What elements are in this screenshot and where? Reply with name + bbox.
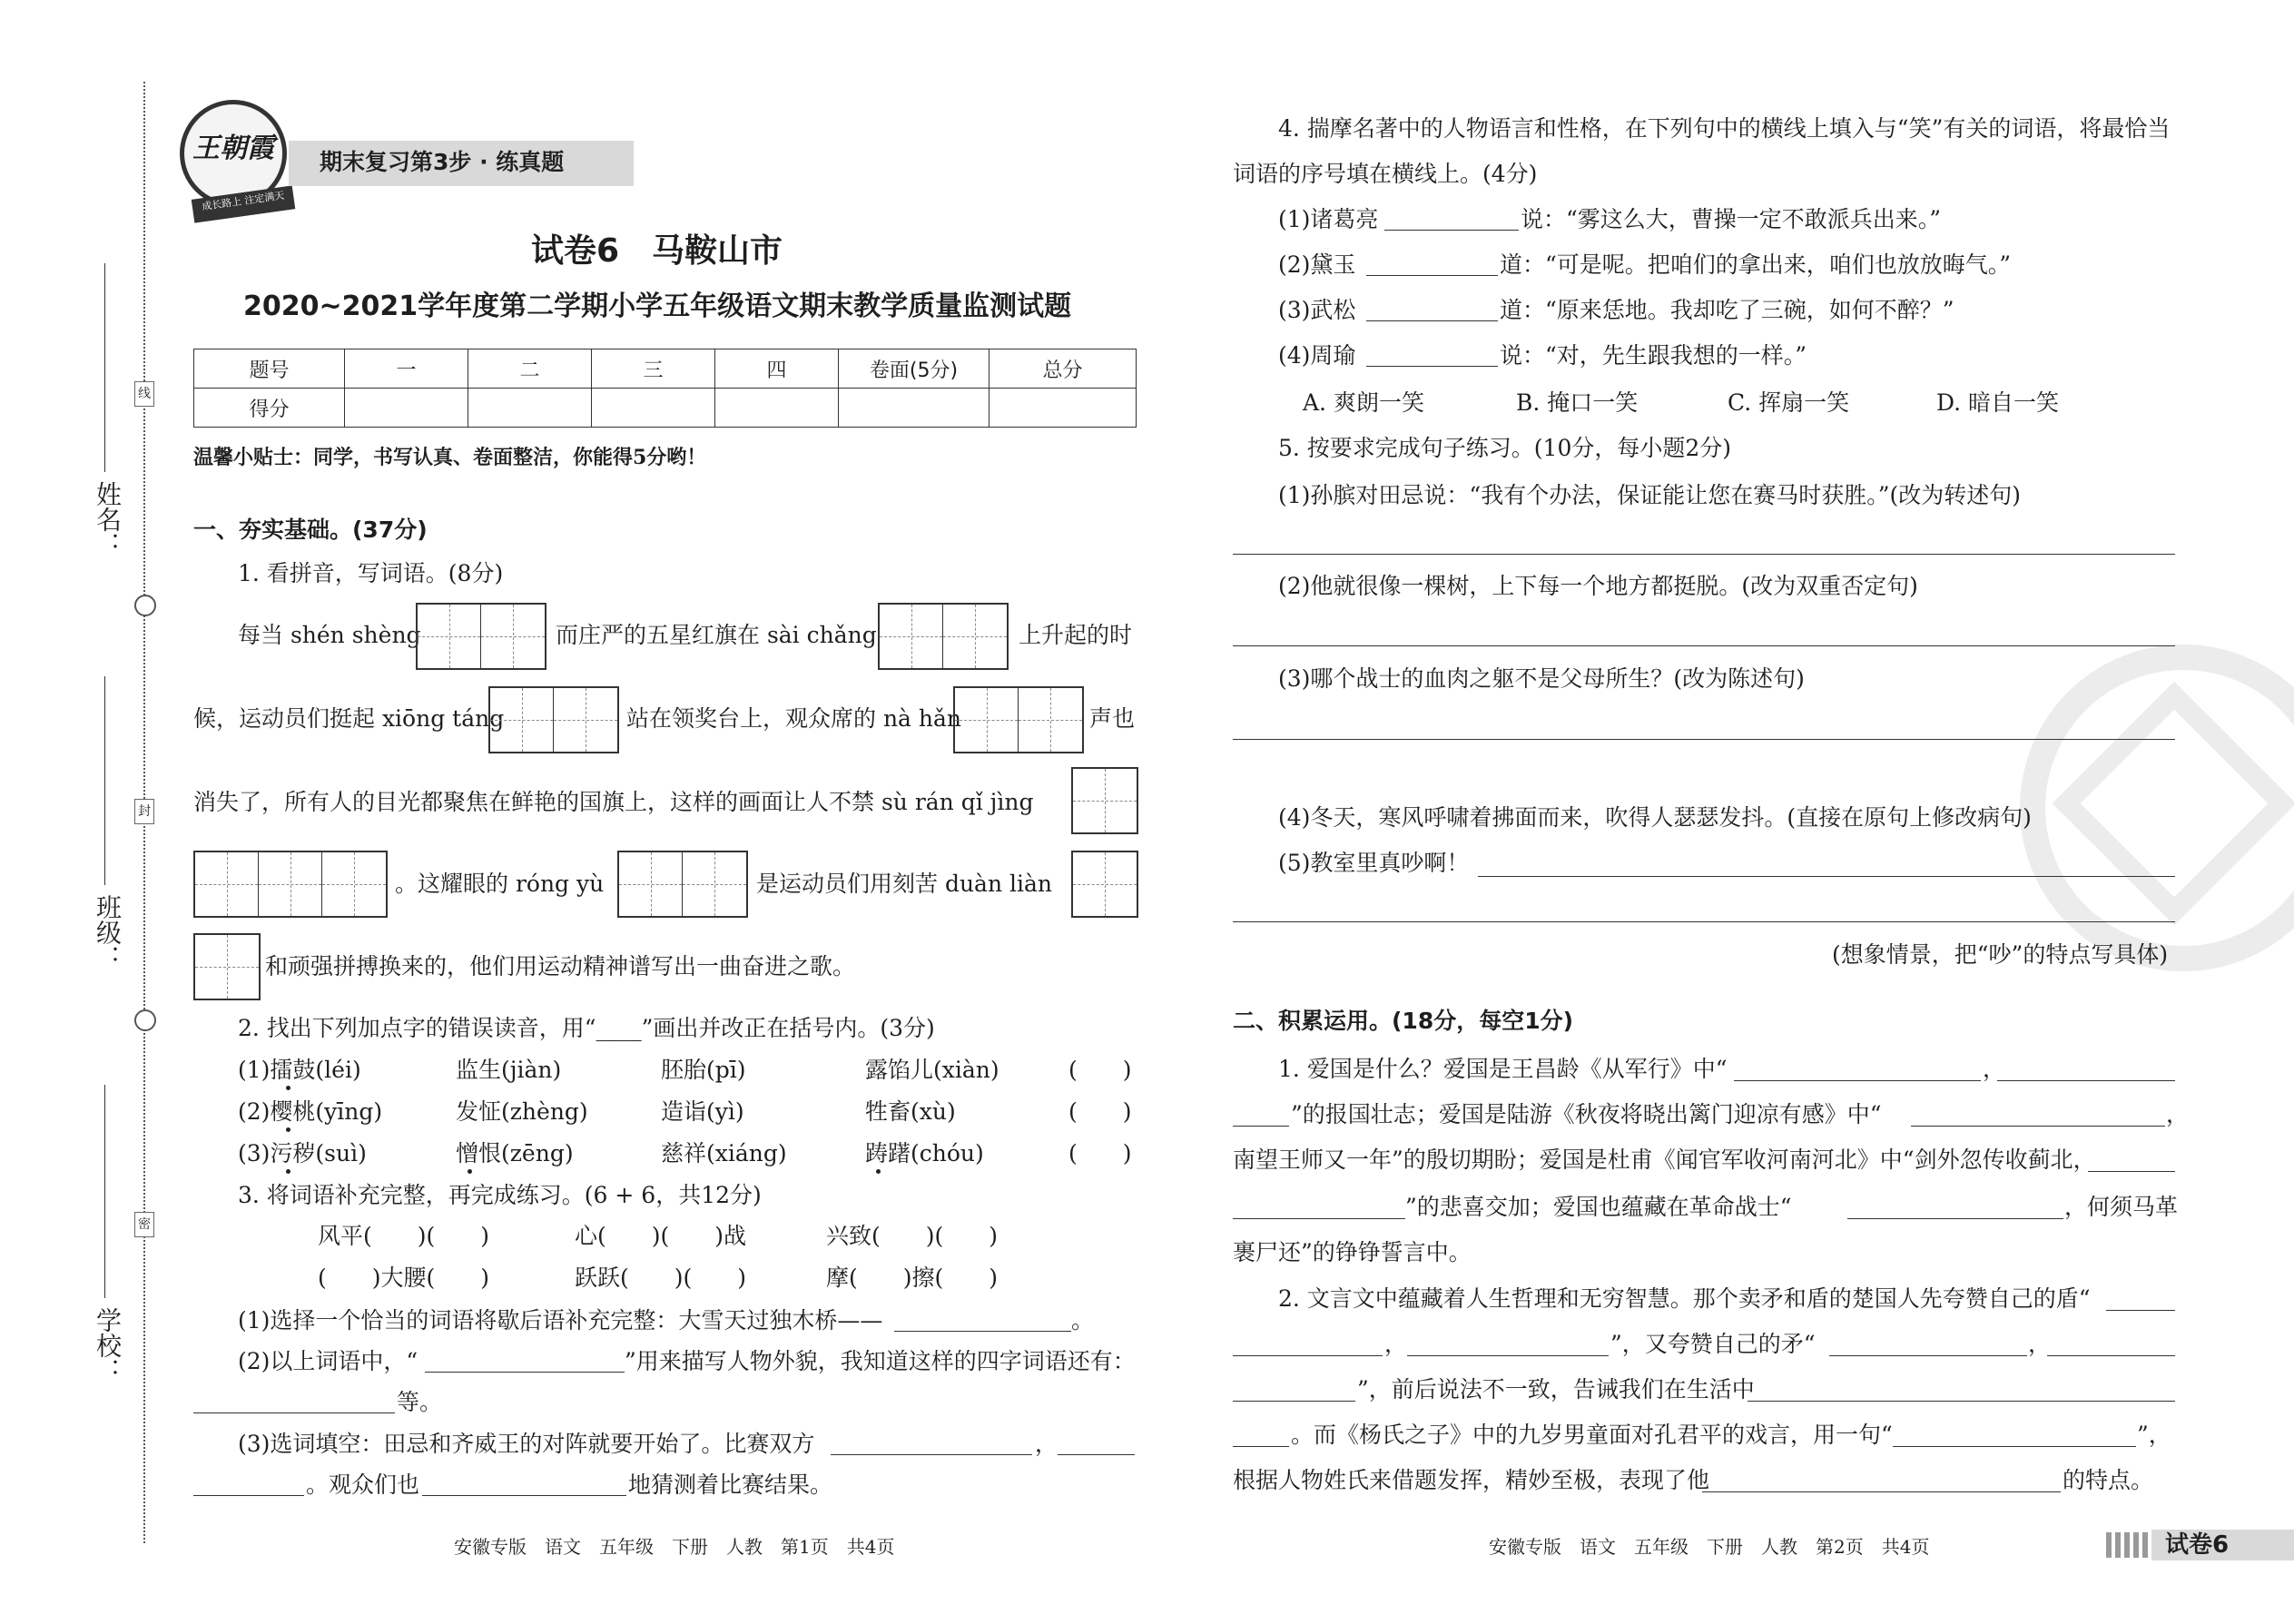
section-1-heading: 一、夯实基础。(37分): [193, 517, 428, 543]
q3-3-blank-2[interactable]: [1058, 1454, 1135, 1455]
q4-item-text: 说：“雾这么大，曹操一定不敢派兵出来。”: [1521, 206, 1942, 232]
q2-item: (2)樱桃(yīng): [238, 1098, 383, 1125]
banner-label: 期末复习第3步 · 练真题: [320, 149, 565, 175]
answer-grid[interactable]: [878, 603, 1009, 670]
q1-line1-b: 而庄严的五星红旗在 sài chǎng: [556, 622, 877, 648]
q1-line1-a: 每当 shén shèng: [238, 622, 421, 648]
score-header: 卷面(5分): [839, 349, 989, 389]
q2-item: (3)污秽(suì): [238, 1140, 367, 1166]
q5-4: (4)冬天，寒风呼啸着拂面而来，吹得人瑟瑟发抖。(直接在原句上修改病句): [1278, 804, 2032, 831]
q3-3-text-b: ，: [1035, 1431, 1058, 1457]
s2q2-line4-a: 。而《杨氏之子》中的九岁男童面对孔君平的戏言，用一句“: [1291, 1422, 1893, 1448]
q2-answer-paren[interactable]: ( ): [1068, 1140, 1132, 1166]
q3-3-text-c: 。观众们也: [306, 1471, 420, 1498]
answer-grid[interactable]: [416, 603, 546, 670]
s2q2-blank[interactable]: [1748, 1401, 2175, 1402]
s2q2-blank[interactable]: [2106, 1310, 2175, 1311]
section-2-heading: 二、积累运用。(18分，每空1分): [1233, 1008, 1574, 1034]
emphasis-dot: [468, 1169, 472, 1174]
score-header: 四: [715, 349, 839, 389]
q3-word[interactable]: 兴致( )( ): [826, 1223, 999, 1249]
q4-blank[interactable]: [1366, 275, 1498, 276]
s2q2-blank[interactable]: [1893, 1446, 2136, 1447]
q5-5-hint: (想象情景，把“吵”的特点写具体): [1832, 941, 2169, 968]
score-cell[interactable]: [989, 389, 1137, 428]
q2-answer-paren[interactable]: ( ): [1068, 1098, 1132, 1125]
emphasis-dot: [876, 1169, 881, 1174]
paper-title: 试卷6 马鞍山市: [531, 232, 783, 270]
q3-2-blank[interactable]: [425, 1372, 625, 1373]
logo-ribbon-text: 成长路上 注定满天: [201, 189, 286, 213]
answer-grid[interactable]: [617, 851, 748, 918]
s2q1-line4-b: ，何须马革: [2064, 1194, 2179, 1220]
s2q1-line5: 裹尸还”的铮铮誓言中。: [1233, 1239, 1472, 1265]
s2q2-blank[interactable]: [1702, 1491, 2061, 1492]
q2-item: 监生(jiàn): [456, 1057, 562, 1083]
tip-text: 温馨小贴士：同学，书写认真、卷面整洁，你能得5分哟！: [193, 446, 707, 469]
q2-item: 露馅儿(xiàn): [865, 1057, 999, 1083]
q5-1-answer-line[interactable]: [1233, 554, 2175, 555]
q3-2-blank-2[interactable]: [193, 1412, 395, 1413]
q3-2-text-c: 等。: [397, 1389, 443, 1415]
q2-item: 踌躇(chóu): [865, 1140, 984, 1166]
q4-item-label: (3)武松: [1278, 297, 1356, 323]
margin-knot-1: [134, 595, 156, 616]
footer-tag: 试卷6: [2165, 1531, 2230, 1559]
s2q1-blank[interactable]: [1734, 1080, 1981, 1081]
q3-word[interactable]: 跃跃( )( ): [575, 1265, 747, 1291]
q3-3-blank[interactable]: [831, 1454, 1032, 1455]
q5-3: (3)哪个战士的血肉之躯不是父母所生？(改为陈述句): [1278, 665, 1805, 692]
q3-3-text-a: (3)选词填空：田忌和齐威王的对阵就要开始了。比赛双方: [238, 1431, 815, 1457]
q4-line2: 词语的序号填在横线上。(4分): [1233, 161, 1538, 187]
answer-grid[interactable]: [193, 933, 261, 1000]
q3-1-text: (1)选择一个恰当的词语将歇后语补充完整：大雪天过独木桥——: [238, 1307, 883, 1334]
footer-right: 安徽专版 语文 五年级 下册 人教 第2页 共4页: [1489, 1536, 1930, 1558]
s2q1-line1-b: ，: [1983, 1056, 2006, 1082]
q4-item-text: 道：“原来恁地。我却吃了三碗，如何不醉？”: [1500, 297, 1954, 323]
score-cell[interactable]: [468, 389, 592, 428]
q3-word[interactable]: 心( )( )战: [575, 1223, 747, 1249]
score-cell[interactable]: [345, 389, 468, 428]
q2-answer-paren[interactable]: ( ): [1068, 1057, 1132, 1083]
s2q2-blank[interactable]: [1233, 1446, 1289, 1447]
school-field[interactable]: [104, 1085, 105, 1298]
s2q2-line2-a: ，: [1384, 1331, 1408, 1357]
score-table-score-row: [194, 389, 1137, 428]
s2q2-line1: 2. 文言文中蕴藏着人生哲理和无穷智慧。那个卖矛和盾的楚国人先夸赞自己的盾“: [1278, 1285, 2091, 1312]
footer-left: 安徽专版 语文 五年级 下册 人教 第1页 共4页: [454, 1536, 895, 1558]
q3-1-blank[interactable]: [894, 1331, 1071, 1332]
q4-option: A. 爽朗一笑: [1303, 389, 1424, 416]
emphasis-dot: [286, 1086, 290, 1090]
name-field[interactable]: [104, 263, 105, 472]
margin-mark-seal: 封: [134, 799, 154, 824]
s2q2-blank[interactable]: [1233, 1355, 1383, 1356]
q4-item-label: (4)周瑜: [1278, 342, 1356, 369]
s2q2-line3: ”，前后说法不一致，告诫我们在生活中: [1357, 1376, 1755, 1403]
q3-1-end: 。: [1071, 1307, 1095, 1334]
q1-line2-a: 候，运动员们挺起 xiōng táng: [193, 705, 505, 732]
s2q1-blank[interactable]: [2088, 1171, 2175, 1172]
q2-title: 2. 找出下列加点字的错误读音，用“____”画出并改正在括号内。(3分): [238, 1015, 935, 1041]
q3-3-text-d: 地猜测着比赛结果。: [628, 1471, 833, 1498]
q5-1: (1)孙膑对田忌说：“我有个办法，保证能让您在赛马时获胜。”(改为转述句): [1278, 482, 2021, 508]
name-label: 姓名：: [93, 481, 123, 557]
q3-2-text-b: ”用来描写人物外貌，我知道这样的四字词语还有：: [625, 1348, 1136, 1374]
s2q2-blank[interactable]: [1407, 1355, 1609, 1356]
q3-3-blank-3[interactable]: [193, 1495, 304, 1496]
answer-grid[interactable]: [1071, 851, 1138, 918]
q4-option: B. 掩口一笑: [1516, 389, 1639, 416]
s2q2-blank[interactable]: [1233, 1401, 1355, 1402]
q4-option: C. 挥扇一笑: [1728, 389, 1850, 416]
q1-line4-a: 。这耀眼的 róng yù: [395, 871, 605, 897]
answer-grid[interactable]: [1071, 767, 1138, 834]
q1-line5: 和顽强拼搏换来的，他们用运动精神谱写出一曲奋进之歌。: [265, 953, 856, 979]
s2q2-blank[interactable]: [2047, 1355, 2175, 1356]
q3-2-text-a: (2)以上词语中，“: [238, 1348, 418, 1374]
score-cell[interactable]: [715, 389, 839, 428]
s2q2-line5-a: 根据人物姓氏来借题发挥，精妙至极，表现了他: [1233, 1467, 1710, 1493]
s2q2-line4-b: ”，: [2137, 1422, 2171, 1448]
score-header: 题号: [194, 349, 345, 389]
s2q1-line3: 南望王师又一年”的殷切期盼；爱国是杜甫《闻官军收河南河北》中“剑外忽传收蓟北，: [1233, 1147, 2096, 1173]
q5-2-answer-line[interactable]: [1233, 645, 2175, 646]
s2q1-blank[interactable]: [1997, 1080, 2175, 1081]
q5-title: 5. 按要求完成句子练习。(10分，每小题2分): [1278, 435, 1732, 461]
q1-line2-c: 声也: [1089, 705, 1136, 732]
s2q1-line2-b: ，: [2166, 1101, 2190, 1127]
margin-knot-2: [134, 1009, 156, 1031]
q1-line4-b: 是运动员们用刻苦 duàn liàn: [756, 871, 1053, 897]
s2q2-line2-b: ”，又夸赞自己的矛“: [1610, 1331, 1816, 1357]
q2-item: 慈祥(xiáng): [661, 1140, 787, 1166]
q5-5: (5)教室里真吵啊！: [1278, 850, 1470, 876]
emphasis-dot: [286, 1169, 290, 1174]
school-label: 学校：: [93, 1307, 123, 1383]
q3-word[interactable]: ( )大腰( ): [318, 1265, 490, 1291]
score-row-label: 得分: [194, 389, 345, 428]
s2q1-line4-a: ”的悲喜交加；爱国也蕴藏在革命战士“: [1405, 1194, 1792, 1220]
q4-blank[interactable]: [1366, 320, 1498, 321]
s2q2-blank[interactable]: [1829, 1355, 2027, 1356]
q3-title: 3. 将词语补充完整，再完成练习。(6 + 6，共12分): [238, 1182, 762, 1208]
score-table: [193, 349, 1137, 428]
q1-line1-c: 上升起的时: [1019, 622, 1133, 648]
s2q2-line5-b: 的特点。: [2063, 1467, 2154, 1493]
score-table-header-row: [194, 349, 1137, 389]
q5-3-answer-line[interactable]: [1233, 739, 2175, 740]
s2q1-line2-a: ”的报国壮志；爱国是陆游《秋夜将晓出篱门迎凉有感》中“: [1291, 1101, 1882, 1127]
q3-word[interactable]: 摩( )擦( ): [826, 1265, 999, 1291]
q1-line2-b: 站在领奖台上，观众席的 nà hǎn: [626, 705, 962, 732]
class-label: 班级：: [93, 894, 123, 970]
q4-blank[interactable]: [1384, 230, 1519, 231]
q4-item-text: 说：“对，先生跟我想的一样。”: [1500, 342, 1807, 369]
s2q2-line2-c: ，: [2028, 1331, 2052, 1357]
paper-subtitle: 2020~2021学年度第二学期小学五年级语文期末教学质量监测试题: [243, 290, 1072, 322]
q2-item: 憎恨(zēng): [456, 1140, 574, 1166]
q4-item-label: (2)黛玉: [1278, 251, 1356, 278]
logo-text: 王朝霞: [192, 133, 274, 164]
q2-item: 造诣(yì): [661, 1098, 744, 1125]
q5-5-answer-line-2[interactable]: [1233, 921, 2175, 922]
q4-item-label: (1)诸葛亮: [1278, 206, 1379, 232]
score-header: 一: [345, 349, 468, 389]
score-header: 二: [468, 349, 592, 389]
score-cell[interactable]: [839, 389, 989, 428]
answer-grid[interactable]: [953, 686, 1084, 753]
q5-5-answer-line[interactable]: [1478, 876, 2175, 877]
q2-item: 胚胎(pī): [661, 1057, 746, 1083]
q4-item-text: 道：“可是呢。把咱们的拿出来，咱们也放放晦气。”: [1500, 251, 2012, 278]
margin-mark-secret: 密: [134, 1212, 154, 1237]
q1-line3: 消失了，所有人的目光都聚焦在鲜艳的国旗上，这样的画面让人不禁 sù rán qǐ jìng: [193, 789, 1034, 815]
footer-tag-pattern: [2106, 1532, 2151, 1558]
s2q1-blank[interactable]: [1847, 1218, 2063, 1219]
s2q1-blank[interactable]: [1911, 1126, 2165, 1127]
q2-item: (1)擂鼓(léi): [238, 1057, 361, 1083]
q5-2: (2)他就很像一棵树，上下每一个地方都挺脱。(改为双重否定句): [1278, 573, 1918, 599]
class-field[interactable]: [104, 676, 105, 885]
q4-line1: 4. 揣摩名著中的人物语言和性格，在下列句中的横线上填入与“笑”有关的词语，将最恰当: [1278, 115, 2171, 142]
score-header: 三: [592, 349, 715, 389]
q3-word[interactable]: 风平( )( ): [318, 1223, 490, 1249]
q3-3-blank-4[interactable]: [422, 1495, 626, 1496]
q1-title: 1. 看拼音，写词语。(8分): [238, 560, 504, 586]
q2-item: 牲畜(xù): [865, 1098, 956, 1125]
emphasis-dot: [286, 1127, 290, 1132]
s2q1-line1-a: 1. 爱国是什么？爱国是王昌龄《从军行》中“: [1278, 1056, 1728, 1082]
answer-grid[interactable]: [193, 851, 388, 918]
margin-mark-line: 线: [134, 381, 154, 407]
answer-grid[interactable]: [488, 686, 619, 753]
q4-option: D. 暗自一笑: [1936, 389, 2060, 416]
q4-blank[interactable]: [1366, 366, 1498, 367]
s2q1-blank[interactable]: [1233, 1126, 1289, 1127]
q2-item: 发怔(zhèng): [456, 1098, 588, 1125]
s2q1-blank[interactable]: [1233, 1218, 1405, 1219]
score-header: 总分: [989, 349, 1137, 389]
score-cell[interactable]: [592, 389, 715, 428]
